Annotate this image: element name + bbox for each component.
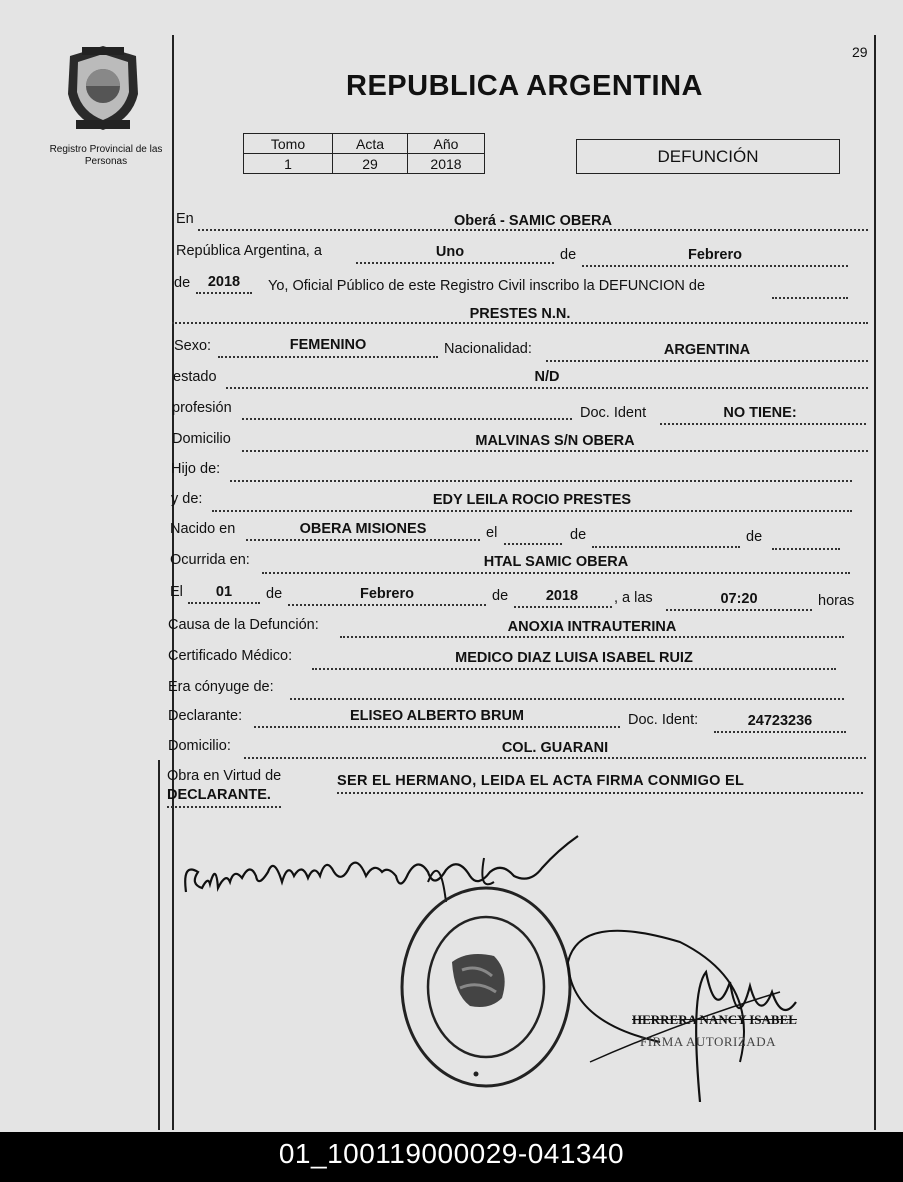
fill-line	[254, 726, 620, 728]
value-dia: Uno	[435, 244, 465, 260]
value-lugar: Oberá - SAMIC OBERA	[454, 213, 612, 229]
label-horas: horas	[818, 593, 855, 609]
label-de: de	[560, 247, 577, 263]
label-en: En	[176, 211, 194, 227]
label-doc-ident-2: Doc. Ident:	[628, 712, 699, 728]
value-obra-1: SER EL HERMANO, LEIDA EL ACTA FIRMA CONMIGO EL	[337, 773, 745, 789]
value-acta: 29	[333, 154, 408, 174]
label-obra: Obra en Virtud de	[167, 768, 282, 784]
label-domicilio-2: Domicilio:	[168, 738, 231, 754]
label-certificado: Certificado Médico:	[168, 648, 293, 664]
value-domicilio: MALVINAS S/N OBERA	[475, 433, 635, 449]
fill-line	[504, 543, 562, 545]
label-El: El	[170, 584, 183, 600]
label-y-de: y de:	[171, 491, 203, 507]
label-nacido-en: Nacido en	[170, 521, 236, 537]
fill-line	[262, 572, 850, 574]
value-doc: NO TIENE:	[723, 405, 797, 421]
value-anio-2: 2018	[545, 588, 579, 604]
label-hijo-de: Hijo de:	[171, 461, 221, 477]
header-anio: Año	[408, 134, 485, 154]
label-de-4: de	[266, 586, 283, 602]
act-type-box: DEFUNCIÓN	[576, 139, 840, 174]
label-ocurrida-en: Ocurrida en:	[170, 552, 250, 568]
fill-line	[666, 609, 812, 611]
fill-line	[230, 480, 852, 482]
label-de-5: de	[492, 588, 509, 604]
fill-line	[772, 548, 840, 550]
fill-line	[312, 668, 836, 670]
value-nacido-en: OBERA MISIONES	[299, 521, 427, 537]
value-anio: 2018	[207, 274, 241, 290]
fill-line	[356, 262, 554, 264]
value-declarante-doc: 24723236	[747, 713, 813, 729]
fill-line	[340, 636, 844, 638]
value-domicilio-2: COL. GUARANI	[501, 740, 609, 756]
value-tomo: 1	[244, 154, 333, 174]
record-table	[243, 133, 485, 174]
fill-line	[288, 604, 486, 606]
fill-line	[167, 806, 281, 808]
value-hora: 07:20	[720, 591, 758, 607]
page-number: 29	[852, 44, 868, 60]
header-tomo: Tomo	[244, 134, 333, 154]
fill-line	[242, 418, 572, 420]
label-declarante: Declarante:	[168, 708, 243, 724]
label-de-2: de	[570, 527, 587, 543]
label-el: el	[486, 525, 498, 541]
label-doc-ident: Doc. Ident	[580, 405, 647, 421]
label-yo: Yo, Oficial Público de este Registro Civil inscribo la DEFUNCION de	[268, 278, 706, 294]
fill-line	[244, 757, 866, 759]
value-anio: 2018	[408, 154, 485, 174]
scan-code: 01_100119000029-041340	[0, 1132, 903, 1182]
label-sexo: Sexo:	[174, 338, 212, 354]
fill-line	[290, 698, 844, 700]
fill-line	[188, 602, 260, 604]
fill-line	[246, 539, 480, 541]
fill-line	[592, 546, 740, 548]
value-mes: Febrero	[688, 247, 742, 263]
fill-line	[582, 265, 848, 267]
header-acta: Acta	[333, 134, 408, 154]
fill-line	[242, 450, 868, 452]
label-estado: estado	[173, 369, 217, 385]
value-mes-2: Febrero	[360, 586, 414, 602]
value-dia-num: 01	[215, 584, 233, 600]
fill-line	[337, 792, 863, 794]
value-certificado: MEDICO DIAZ LUISA ISABEL RUIZ	[455, 650, 693, 666]
label-profesion: profesión	[172, 400, 232, 416]
fill-line	[198, 229, 868, 231]
label-causa: Causa de la Defunción:	[168, 617, 319, 633]
value-madre: EDY LEILA ROCIO PRESTES	[432, 492, 632, 508]
fill-line	[226, 387, 868, 389]
label-republica: República Argentina, a	[176, 243, 322, 259]
value-obra-2: DECLARANTE.	[167, 787, 271, 803]
document-title: REPUBLICA ARGENTINA	[346, 70, 703, 102]
registry-stamp	[398, 884, 574, 1090]
value-ocurrida-en: HTAL SAMIC OBERA	[483, 554, 629, 570]
fill-line	[172, 322, 868, 324]
fill-line	[714, 731, 846, 733]
label-conyuge: Era cónyuge de:	[168, 679, 274, 695]
officer-signature	[560, 912, 810, 1102]
label-nacionalidad: Nacionalidad:	[444, 341, 532, 357]
fill-line	[660, 423, 866, 425]
province-seal-icon	[62, 42, 144, 132]
left-margin-line-lower	[158, 760, 160, 1130]
left-margin-line	[172, 35, 174, 1130]
officer-role: FIRMA AUTORIZADA	[640, 1034, 776, 1049]
fill-line	[196, 292, 252, 294]
right-margin-line	[874, 35, 876, 1130]
label-de-3: de	[746, 529, 763, 545]
officer-name: HERRERA NANCY ISABEL	[632, 1012, 797, 1027]
value-nacionalidad: ARGENTINA	[663, 342, 751, 358]
value-estado: N/D	[534, 369, 560, 385]
fill-line	[514, 606, 612, 608]
fill-line	[772, 297, 848, 299]
label-domicilio: Domicilio	[172, 431, 231, 447]
registry-name: Registro Provincial de las Personas	[49, 144, 163, 167]
value-declarante: ELISEO ALBERTO BRUM	[349, 708, 524, 724]
label-a-las: , a las	[614, 590, 653, 606]
fill-line	[546, 360, 868, 362]
value-causa: ANOXIA INTRAUTERINA	[507, 619, 677, 635]
value-sexo: FEMENINO	[289, 337, 367, 353]
value-nombre: PRESTES N.N.	[469, 306, 571, 322]
label-de-anio: de	[174, 275, 191, 291]
fill-line	[218, 356, 438, 358]
fill-line	[212, 510, 852, 512]
